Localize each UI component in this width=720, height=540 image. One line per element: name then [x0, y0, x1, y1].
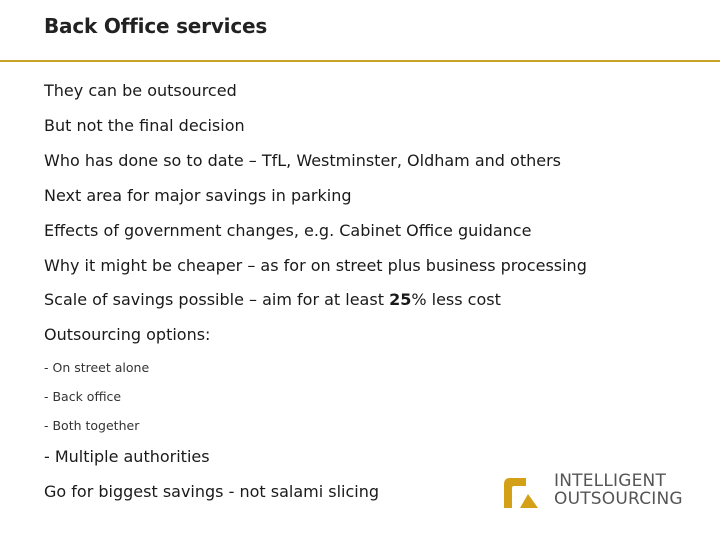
- logo-wordmark: [554, 472, 683, 508]
- bullet-item: Outsourcing options:: [44, 325, 211, 344]
- bullet-item: But not the final decision: [44, 116, 245, 135]
- bullet-item: Who has done so to date – TfL, Westminster, Oldham and others: [44, 151, 561, 170]
- intelligent-outsourcing-logo: [500, 472, 700, 512]
- savings-text-post: % less cost: [411, 290, 501, 309]
- sub-bullet-item: - Both together: [44, 418, 140, 433]
- savings-text-pre: Scale of savings possible – aim for at least: [44, 290, 390, 309]
- bullet-item: Next area for major savings in parking: [44, 186, 352, 205]
- bullet-item: Go for biggest savings - not salami slicing: [44, 482, 380, 501]
- logo-mark-icon: [500, 474, 544, 510]
- slide-title: Back Office services: [44, 14, 268, 38]
- bullet-item: They can be outsourced: [44, 81, 237, 100]
- bullet-item: Why it might be cheaper – as for on street plus business processing: [44, 256, 587, 275]
- title-divider: [0, 60, 720, 62]
- savings-percent-value: 25: [389, 290, 412, 309]
- sub-bullet-item: - Back office: [44, 389, 122, 404]
- logo-line-1: INTELLIGENT: [554, 471, 667, 491]
- bullet-item: Effects of government changes, e.g. Cabinet Office guidance: [44, 221, 532, 240]
- sub-bullet-item: - On street alone: [44, 360, 150, 375]
- bullet-item-savings: [44, 290, 501, 309]
- logo-line-2: OUTSOURCING: [554, 489, 683, 509]
- bullet-item: - Multiple authorities: [44, 447, 210, 466]
